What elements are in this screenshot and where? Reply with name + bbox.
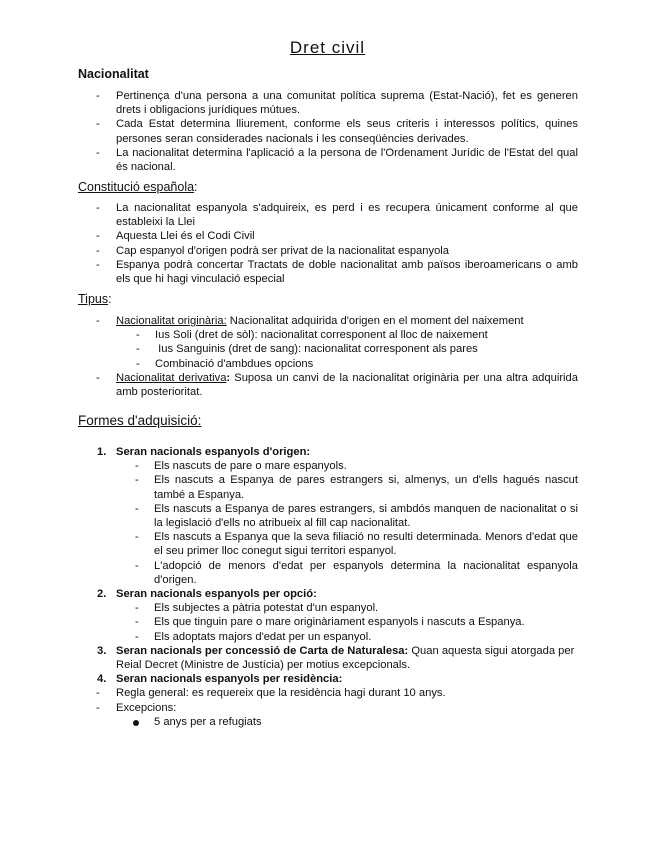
originaria-sublist xyxy=(116,328,578,371)
dash-marker: - xyxy=(135,559,139,572)
dash-marker: - xyxy=(136,329,140,342)
sub-list-item xyxy=(136,357,578,371)
list-item-text: Els nascuts a Espanya que la seva filiació no resulti determinada. Menors d'edat que el seu primer lloc conegut sigui territori espanyol. xyxy=(154,531,578,558)
sub-list-item xyxy=(135,559,578,587)
list-item-text: La nacionalitat determina l'aplicació a la persona de l'Ordenament Jurídic de l'Estat del qual és nacional. xyxy=(116,146,578,174)
dash-marker: - xyxy=(136,357,140,370)
dash-marker: - xyxy=(96,118,100,131)
item-title: Seran nacionals espanyols per opció: xyxy=(116,588,317,601)
section-heading-nacionalitat: Nacionalitat xyxy=(78,67,149,81)
group-2-sublist xyxy=(116,601,578,644)
list-item xyxy=(96,686,578,700)
list-item xyxy=(96,229,578,243)
term-label: Nacionalitat originària: xyxy=(116,315,227,327)
item-title: Seran nacionals espanyols per residència: xyxy=(116,673,343,686)
list-item-text: Els adoptats majors d'edat per un espanyol. xyxy=(154,630,372,643)
sub-list-item xyxy=(136,328,578,342)
tipus-list xyxy=(96,314,578,399)
list-item-text: La nacionalitat espanyola s'adquireix, es perd i es recupera únicament conforme al que estableixi la Llei xyxy=(116,202,578,229)
dash-marker: - xyxy=(135,460,139,473)
sub-list-item xyxy=(135,459,578,473)
term-text: Suposa un canvi de la nacionalitat originària per una altra adquirida amb posterioritat. xyxy=(116,371,578,399)
formes-list xyxy=(96,445,578,729)
list-item xyxy=(96,201,578,229)
sub-list-item xyxy=(135,530,578,558)
item-text: Quan aquesta sigui atorgada per Reial Decret (Ministre de Justícia) per motius excepcionals. xyxy=(116,644,575,672)
nacionalitat-list xyxy=(96,89,578,174)
dash-marker: - xyxy=(96,258,100,271)
term-label: Nacionalitat derivativa xyxy=(116,371,227,384)
list-item-text: Els subjectes a pàtria potestat d'un espanyol. xyxy=(154,602,379,615)
bullet-list-item xyxy=(154,715,578,729)
section-heading-constitucio xyxy=(78,180,198,194)
item-title: Seran nacionals per concessió de Carta de Naturalesa: xyxy=(116,644,409,657)
list-item xyxy=(96,146,578,174)
list-item-text: L'adopció de menors d'edat per espanyols determina la nacionalitat espanyola d'origen. xyxy=(154,559,578,586)
list-item xyxy=(96,701,578,715)
list-item-text: Excepcions: xyxy=(116,701,177,714)
page-title: Dret civil xyxy=(289,38,366,57)
list-item xyxy=(96,89,578,117)
list-item xyxy=(96,258,578,286)
list-item xyxy=(96,117,578,145)
dash-marker: - xyxy=(135,531,139,544)
dash-marker: - xyxy=(96,202,100,214)
list-item-text: Els nascuts a Espanya de pares estrangers, si ambdós manquen de nacionalitat o si la legislació d'ells no atribueix al fill cap nacionalitat. xyxy=(154,502,578,530)
numbered-item-1 xyxy=(97,445,578,459)
dash-marker: - xyxy=(135,630,139,643)
dash-marker: - xyxy=(96,701,100,714)
list-item-text: Cada Estat determina lliurement, conforme els seus criteris i interessos polítics, quines persones seran considerades nacionals i les conseqüències derivades. xyxy=(116,118,578,145)
excepcions-sublist xyxy=(116,715,578,729)
list-item-text: Regla general: es requereix que la residència hagi durant 10 anys. xyxy=(116,687,446,700)
list-item-text: Pertinença d'una persona a una comunitat política suprema (Estat-Nació), fet es generen drets i obligacions jurídiques mútues. xyxy=(116,90,578,117)
dash-marker: - xyxy=(135,602,139,615)
dash-marker: - xyxy=(96,90,100,102)
sub-list-item xyxy=(135,473,578,501)
list-item-text: 5 anys per a refugiats xyxy=(154,715,262,728)
list-item-text: Espanya podrà concertar Tractats de doble nacionalitat amb països iberoamericans o amb els que hi hagi vinculació especial xyxy=(116,258,578,286)
list-item-derivativa xyxy=(96,371,578,399)
list-item-text: Cap espanyol d'origen podrà ser privat de la nacionalitat espanyola xyxy=(116,244,450,257)
bullet-dot-icon xyxy=(133,720,139,726)
heading-text: Constitució española xyxy=(78,180,195,194)
dash-marker: - xyxy=(96,371,100,384)
dash-marker: - xyxy=(135,616,139,629)
item-number: 4. xyxy=(97,673,107,686)
heading-text: Tipus xyxy=(78,292,109,306)
dash-marker: - xyxy=(96,687,100,700)
dash-marker: - xyxy=(96,146,100,159)
list-item xyxy=(96,244,578,258)
sub-list-item xyxy=(135,601,578,615)
group-1-sublist xyxy=(116,459,578,587)
item-title: Seran nacionals espanyols d'origen: xyxy=(116,446,311,458)
list-item-text: Combinació d'ambdues opcions xyxy=(155,357,314,370)
item-number: 2. xyxy=(97,588,107,601)
constitucio-list xyxy=(96,201,578,286)
list-item-text: Aquesta Llei és el Codi Civil xyxy=(116,230,255,243)
list-item-text: Els nascuts a Espanya de pares estrangers si, almenys, un d'ells hagués nascut també a Espanya. xyxy=(154,474,578,501)
item-number: 3. xyxy=(97,644,107,657)
numbered-item-2 xyxy=(97,587,578,601)
sub-list-item xyxy=(135,615,578,629)
dash-marker: - xyxy=(96,230,100,243)
dash-marker: - xyxy=(135,474,139,487)
sub-list-item xyxy=(135,502,578,530)
dash-marker: - xyxy=(136,343,140,356)
dash-marker: - xyxy=(96,244,100,257)
section-heading-tipus xyxy=(78,292,112,306)
list-item-text: Ius Soli (dret de sòl): nacionalitat corresponent al lloc de naixement xyxy=(155,329,488,342)
sub-list-item xyxy=(136,342,578,356)
item-number: 1. xyxy=(97,446,107,458)
sub-list-item xyxy=(135,630,578,644)
section-heading-formes: Formes d'adquisició: xyxy=(78,413,202,428)
term-text: Nacionalitat adquirida d'origen en el moment del naixement xyxy=(226,315,524,327)
dash-marker: - xyxy=(96,315,100,327)
numbered-item-3 xyxy=(97,644,578,672)
heading-colon: : xyxy=(194,180,198,194)
dash-marker: - xyxy=(135,502,139,515)
term-colon: : xyxy=(226,371,231,384)
list-item-text: Els nascuts de pare o mare espanyols. xyxy=(154,460,347,473)
list-item-originaria xyxy=(96,314,578,328)
heading-colon: : xyxy=(108,292,112,306)
list-item-text: Ius Sanguinis (dret de sang): nacionalitat corresponent als pares xyxy=(155,343,478,356)
numbered-item-4 xyxy=(97,672,578,686)
list-item-text: Els que tinguin pare o mare originàriament espanyols i nascuts a Espanya. xyxy=(154,616,525,629)
